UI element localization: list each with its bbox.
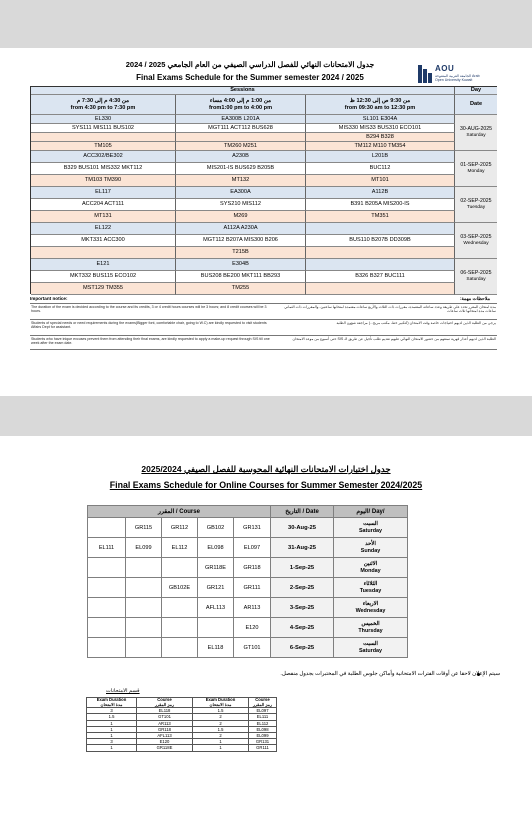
course-code-cell: GR121 xyxy=(198,578,234,598)
exam-course-cell: MGT111 ACT112 BUS628 xyxy=(176,124,306,133)
exam-duration-table xyxy=(86,697,277,752)
course-code-cell: GR118 xyxy=(234,558,271,578)
duration-header: Exam Duration مدة الامتحان xyxy=(87,698,137,708)
table-row xyxy=(88,618,408,638)
page2-title-ar: جدول اختبارات الامتحانات النهائية المحوسبة للفصل الصيفي 2025/2024 xyxy=(141,464,391,474)
exam-date-cell: 6-Sep-25 xyxy=(271,638,334,658)
course-code-cell: EL098 xyxy=(249,726,277,732)
course-code-header: Course رمز المقرر xyxy=(249,698,277,708)
notice-row xyxy=(30,335,497,350)
exam-day-cell xyxy=(334,518,408,538)
exam-course-cell: MKT331 ACC300 xyxy=(31,235,176,247)
date-header: التاريخ / Date xyxy=(271,506,334,518)
exam-course-cell: BUC112 xyxy=(306,163,455,175)
day-name-ar: السبت xyxy=(363,521,378,528)
day-name-en: Wednesday xyxy=(355,607,386,614)
notice-row xyxy=(30,319,497,334)
exam-date: 02-SEP-2025 xyxy=(460,197,492,204)
exam-course-cell: A112B xyxy=(306,187,455,199)
course-code-cell: EL099 xyxy=(126,538,162,558)
exam-course-cell xyxy=(306,283,455,295)
duration-cell: 1.5 xyxy=(193,708,249,714)
course-code-cell: GB102E xyxy=(162,578,198,598)
exam-day-cell xyxy=(334,618,408,638)
course-code-cell xyxy=(88,518,126,538)
notice-en: Students of special needs or need requirements during the exams(Bigger font, comfortable chair, going to W.C) are kindly requested to visit students Affairs Dept for assistant. xyxy=(31,321,267,330)
exam-course-cell xyxy=(31,133,176,142)
course-code-cell xyxy=(126,638,162,658)
course-code-cell xyxy=(126,598,162,618)
exam-date: 01-SEP-2025 xyxy=(460,161,492,168)
course-code-cell: GR115 xyxy=(126,518,162,538)
exam-course-cell: L201B xyxy=(306,151,455,163)
exam-course-cell: TM105 xyxy=(31,142,176,151)
table-row xyxy=(88,578,408,598)
duration-cell: 2 xyxy=(193,720,249,726)
course-code-cell xyxy=(88,598,126,618)
course-code-cell xyxy=(88,638,126,658)
course-code-cell: AFL113 xyxy=(137,732,193,738)
exam-date: 30-AUG-2025 xyxy=(459,125,492,132)
exam-day-cell xyxy=(334,578,408,598)
exam-course-cell: TM255 xyxy=(176,283,306,295)
exam-day-cell xyxy=(334,558,408,578)
exam-day-cell xyxy=(334,538,408,558)
course-code-header: Course رمز المقرر xyxy=(137,698,193,708)
course-code-cell: GB102 xyxy=(198,518,234,538)
course-code-cell xyxy=(88,618,126,638)
exam-course-cell: A112A A230A xyxy=(176,223,306,235)
duration-header: Exam Duration مدة الامتحان xyxy=(193,698,249,708)
day-name-en: Thursday xyxy=(358,627,383,634)
exam-course-cell: B329 BUS101 MIS332 MKT112 xyxy=(31,163,176,175)
course-code-cell: GR118E xyxy=(137,745,193,751)
course-code-cell xyxy=(162,618,198,638)
exam-weekday: Tuesday xyxy=(466,205,486,211)
table-row xyxy=(88,638,408,658)
exam-day-cell xyxy=(455,151,497,187)
course-code-cell: GR112 xyxy=(162,518,198,538)
exam-course-cell: SYS111 MIS111 BUS102 xyxy=(31,124,176,133)
exam-course-cell: MIS201-IS BUS629 B205B xyxy=(176,163,306,175)
seating-note: سيتم الإعلان لاحقا عن أوقات الفترات الامتحانية وأماكن جلوس الطلبة في المختبرات بجدول منفصل. xyxy=(280,671,500,677)
exam-date-cell: 1-Sep-25 xyxy=(271,558,334,578)
course-code-cell: EL111 xyxy=(249,714,277,720)
exam-date-cell: 2-Sep-25 xyxy=(271,578,334,598)
exam-course-cell: MT101 xyxy=(306,175,455,187)
exam-weekday: Saturday xyxy=(466,133,486,139)
exam-course-cell: EL122 xyxy=(31,223,176,235)
exam-day-cell xyxy=(334,598,408,618)
exam-day-cell xyxy=(455,223,497,259)
course-code-cell xyxy=(162,598,198,618)
date-header: Date xyxy=(455,95,497,115)
exam-course-cell xyxy=(306,223,455,235)
logo-subtitle: الجامعة العربية المفتوحة Arab Open University Kuwait xyxy=(435,74,480,83)
duration-cell: 1.5 xyxy=(87,714,137,720)
duration-cell: 1 xyxy=(87,726,137,732)
exam-weekday: Saturday xyxy=(466,277,486,283)
exam-course-cell xyxy=(306,247,455,259)
exam-course-cell: E304B xyxy=(176,259,306,271)
course-code-cell: GR111 xyxy=(234,578,271,598)
logo-name: AOU xyxy=(435,64,455,73)
course-code-cell: EL118 xyxy=(198,638,234,658)
exam-course-cell: SYS210 MIS112 xyxy=(176,199,306,211)
course-code-cell: GT101 xyxy=(234,638,271,658)
notice-row xyxy=(30,303,497,318)
duration-cell: 3 xyxy=(87,739,137,745)
exam-course-cell xyxy=(176,133,306,142)
course-code-cell xyxy=(162,558,198,578)
course-code-cell: EL112 xyxy=(162,538,198,558)
exam-course-cell: EL330 xyxy=(31,115,176,124)
exam-course-cell: B391 B205A MIS200-IS xyxy=(306,199,455,211)
course-code-cell: GR131 xyxy=(249,739,277,745)
table-row xyxy=(87,745,277,751)
exam-course-cell: B326 B327 BUC111 xyxy=(306,271,455,283)
duration-cell: 3 xyxy=(87,708,137,714)
exam-course-cell: ACC204 ACT111 xyxy=(31,199,176,211)
exam-course-cell: EL117 xyxy=(31,187,176,199)
notices-heading-en: Important notice: xyxy=(30,296,68,301)
course-code-cell: EL097 xyxy=(234,538,271,558)
duration-cell: 2 xyxy=(193,732,249,738)
day-header: Day xyxy=(455,87,497,95)
exam-day-cell xyxy=(455,115,497,151)
notice-en: Students who have inique excuses prevent them from attending their final exams, are kindly requested to apply a make-up request through SIS till one week after the exam date. xyxy=(31,337,270,346)
course-code-cell xyxy=(198,618,234,638)
exam-date-cell: 30-Aug-25 xyxy=(271,518,334,538)
course-code-cell: GR118E xyxy=(198,558,234,578)
exam-course-cell: SL101 E304A xyxy=(306,115,455,124)
exam-weekday: Wednesday xyxy=(463,241,489,247)
page2-title-en: Final Exams Schedule for Online Courses for Summer Semester 2024/2025 xyxy=(109,480,423,490)
online-exams-table xyxy=(87,505,408,658)
exam-schedule-page-1 xyxy=(0,48,532,396)
exam-date: 06-SEP-2025 xyxy=(460,269,492,276)
duration-cell: 1 xyxy=(87,720,137,726)
course-code-cell: AFL113 xyxy=(198,598,234,618)
exam-course-cell: MST129 TM355 xyxy=(31,283,176,295)
day-name-en: Saturday xyxy=(358,647,383,654)
duration-cell: 1 xyxy=(87,732,137,738)
exam-course-cell: TM103 TM390 xyxy=(31,175,176,187)
exam-course-cell: E121 xyxy=(31,259,176,271)
exam-course-cell: BUS110 B207B DD309B xyxy=(306,235,455,247)
exam-course-cell: EA300A xyxy=(176,187,306,199)
day-name-ar: الاثنين xyxy=(363,561,378,568)
course-code-cell: GR111 xyxy=(249,745,277,751)
exam-course-cell: MT132 xyxy=(176,175,306,187)
course-code-cell: GR131 xyxy=(234,518,271,538)
course-header: المقرر / Course xyxy=(88,506,271,518)
course-code-cell: EL097 xyxy=(249,708,277,714)
course-code-cell xyxy=(88,578,126,598)
course-code-cell: EL118 xyxy=(137,708,193,714)
day-name-ar: الاربعاء xyxy=(362,601,379,608)
duration-cell: 2 xyxy=(193,714,249,720)
course-code-cell: EL099 xyxy=(249,732,277,738)
session-evening: من 4:30 م إلى 7:30 م from 4:30 pm to 7:30 pm xyxy=(31,95,176,115)
notice-ar: مدة امتحان المقرر تحدد على طريقة وعدد ساعاته المعتمدة، مقررات ذات الثلاث والأربع ساعات معتمدة امتحانها ساعتين، والمقررات ذات الثماني ساعات مدة امتحانها ثلاث ساعات xyxy=(284,305,496,314)
course-code-cell: GR118 xyxy=(137,726,193,732)
exam-course-cell: TM112 M110 TM354 xyxy=(306,142,455,151)
day-header: اليوم/ Day/ xyxy=(334,506,408,518)
day-name-en: Tuesday xyxy=(359,587,382,594)
course-code-cell: EL098 xyxy=(198,538,234,558)
exam-course-cell: MKT332 BUS115 ECO102 xyxy=(31,271,176,283)
exam-course-cell: MGT112 B207A MIS300 B206 xyxy=(176,235,306,247)
course-code-cell: E120 xyxy=(234,618,271,638)
table-row xyxy=(88,538,408,558)
duration-cell: 1 xyxy=(193,739,249,745)
exam-date-cell: 4-Sep-25 xyxy=(271,618,334,638)
page1-title-ar: جدول الامتحانات النهائي للفصل الدراسي الصيفي من العام الجامعي 2025 / 2024 xyxy=(125,60,375,69)
schedule-grid xyxy=(30,86,497,294)
notice-en: The duration of the exam is decided according to the course and its credits, 3 or 4 credit hours courses will be 3 hours; and 8 credit courses will be 3 hours. xyxy=(31,305,267,314)
sessions-header: Sessions xyxy=(31,87,455,95)
aou-logo-icon xyxy=(418,65,432,83)
course-code-cell: GT101 xyxy=(137,714,193,720)
durations-caption: قسم الامتحانات xyxy=(106,688,140,694)
day-name-ar: الخميس xyxy=(361,621,380,628)
course-code-cell xyxy=(126,578,162,598)
exam-course-cell: ACC302/BE302 xyxy=(31,151,176,163)
session-afternoon: من 1:00 م إلى 4:00 مساء from1:00 pm to 4:00 pm xyxy=(176,95,306,115)
day-name-en: Sunday xyxy=(360,547,381,554)
exam-course-cell: T215B xyxy=(176,247,306,259)
notices-heading-ar: ملاحظات مهمة: xyxy=(460,296,491,301)
day-name-en: Monday xyxy=(360,567,381,574)
notice-ar: يرجى من الطلبة الذين لديهم احتياجات خاصة وقت الامتحان (كتكبير خط، مكتب مريح...) مراجعة شؤون الطلبة xyxy=(336,321,496,325)
session-morning: من 9:30 ص إلى 12:30 ظ from 09:30 am to 12:30 pm xyxy=(306,95,455,115)
table-row xyxy=(88,558,408,578)
page1-title-en: Final Exams Schedule for the Summer semester 2024 / 2025 xyxy=(136,73,364,82)
exam-course-cell: BUS208 BE200 MKT111 BB293 xyxy=(176,271,306,283)
exam-date-cell: 31-Aug-25 xyxy=(271,538,334,558)
exam-course-cell: MIS330 MIS33 BUS310 ECO101 xyxy=(306,124,455,133)
duration-cell: 1.5 xyxy=(193,726,249,732)
exam-course-cell: TM260 M251 xyxy=(176,142,306,151)
duration-cell: 1 xyxy=(87,745,137,751)
exam-day-cell xyxy=(455,259,497,295)
exam-date-cell: 3-Sep-25 xyxy=(271,598,334,618)
day-name-en: Saturday xyxy=(358,527,383,534)
course-code-cell: E120 xyxy=(137,739,193,745)
exam-course-cell: EA300B L201A xyxy=(176,115,306,124)
notice-ar: الطلبة الذين لديهم أعذار قهرية تمنعهم من حضور الامتحان النهائي عليهم تقديم طلب تأجيل عن طريق الـ SIS حتى أسبوع من موعد الامتحان xyxy=(292,337,496,341)
exam-day-cell xyxy=(334,638,408,658)
exam-course-cell: M269 xyxy=(176,211,306,223)
exam-course-cell: MT131 xyxy=(31,211,176,223)
course-code-cell: AR113 xyxy=(137,720,193,726)
course-code-cell: AR113 xyxy=(234,598,271,618)
course-code-cell xyxy=(88,558,126,578)
day-name-ar: الأحد xyxy=(365,541,376,548)
course-code-cell xyxy=(126,618,162,638)
table-row xyxy=(88,598,408,618)
exam-course-cell xyxy=(306,259,455,271)
course-code-cell xyxy=(162,638,198,658)
table-row xyxy=(88,518,408,538)
exam-course-cell: A230B xyxy=(176,151,306,163)
duration-cell: 1 xyxy=(193,745,249,751)
course-code-cell xyxy=(126,558,162,578)
day-name-ar: الثلاثاء xyxy=(363,581,378,588)
exam-weekday: Monday xyxy=(467,169,485,175)
exam-course-cell: B294 B328 xyxy=(306,133,455,142)
exam-schedule-page-2 xyxy=(0,436,532,828)
exam-day-cell xyxy=(455,187,497,223)
exam-date: 03-SEP-2025 xyxy=(460,233,492,240)
course-code-cell: EL112 xyxy=(249,720,277,726)
exam-course-cell xyxy=(31,247,176,259)
day-name-ar: السبت xyxy=(363,641,378,648)
course-code-cell: EL111 xyxy=(88,538,126,558)
exam-course-cell: TM351 xyxy=(306,211,455,223)
